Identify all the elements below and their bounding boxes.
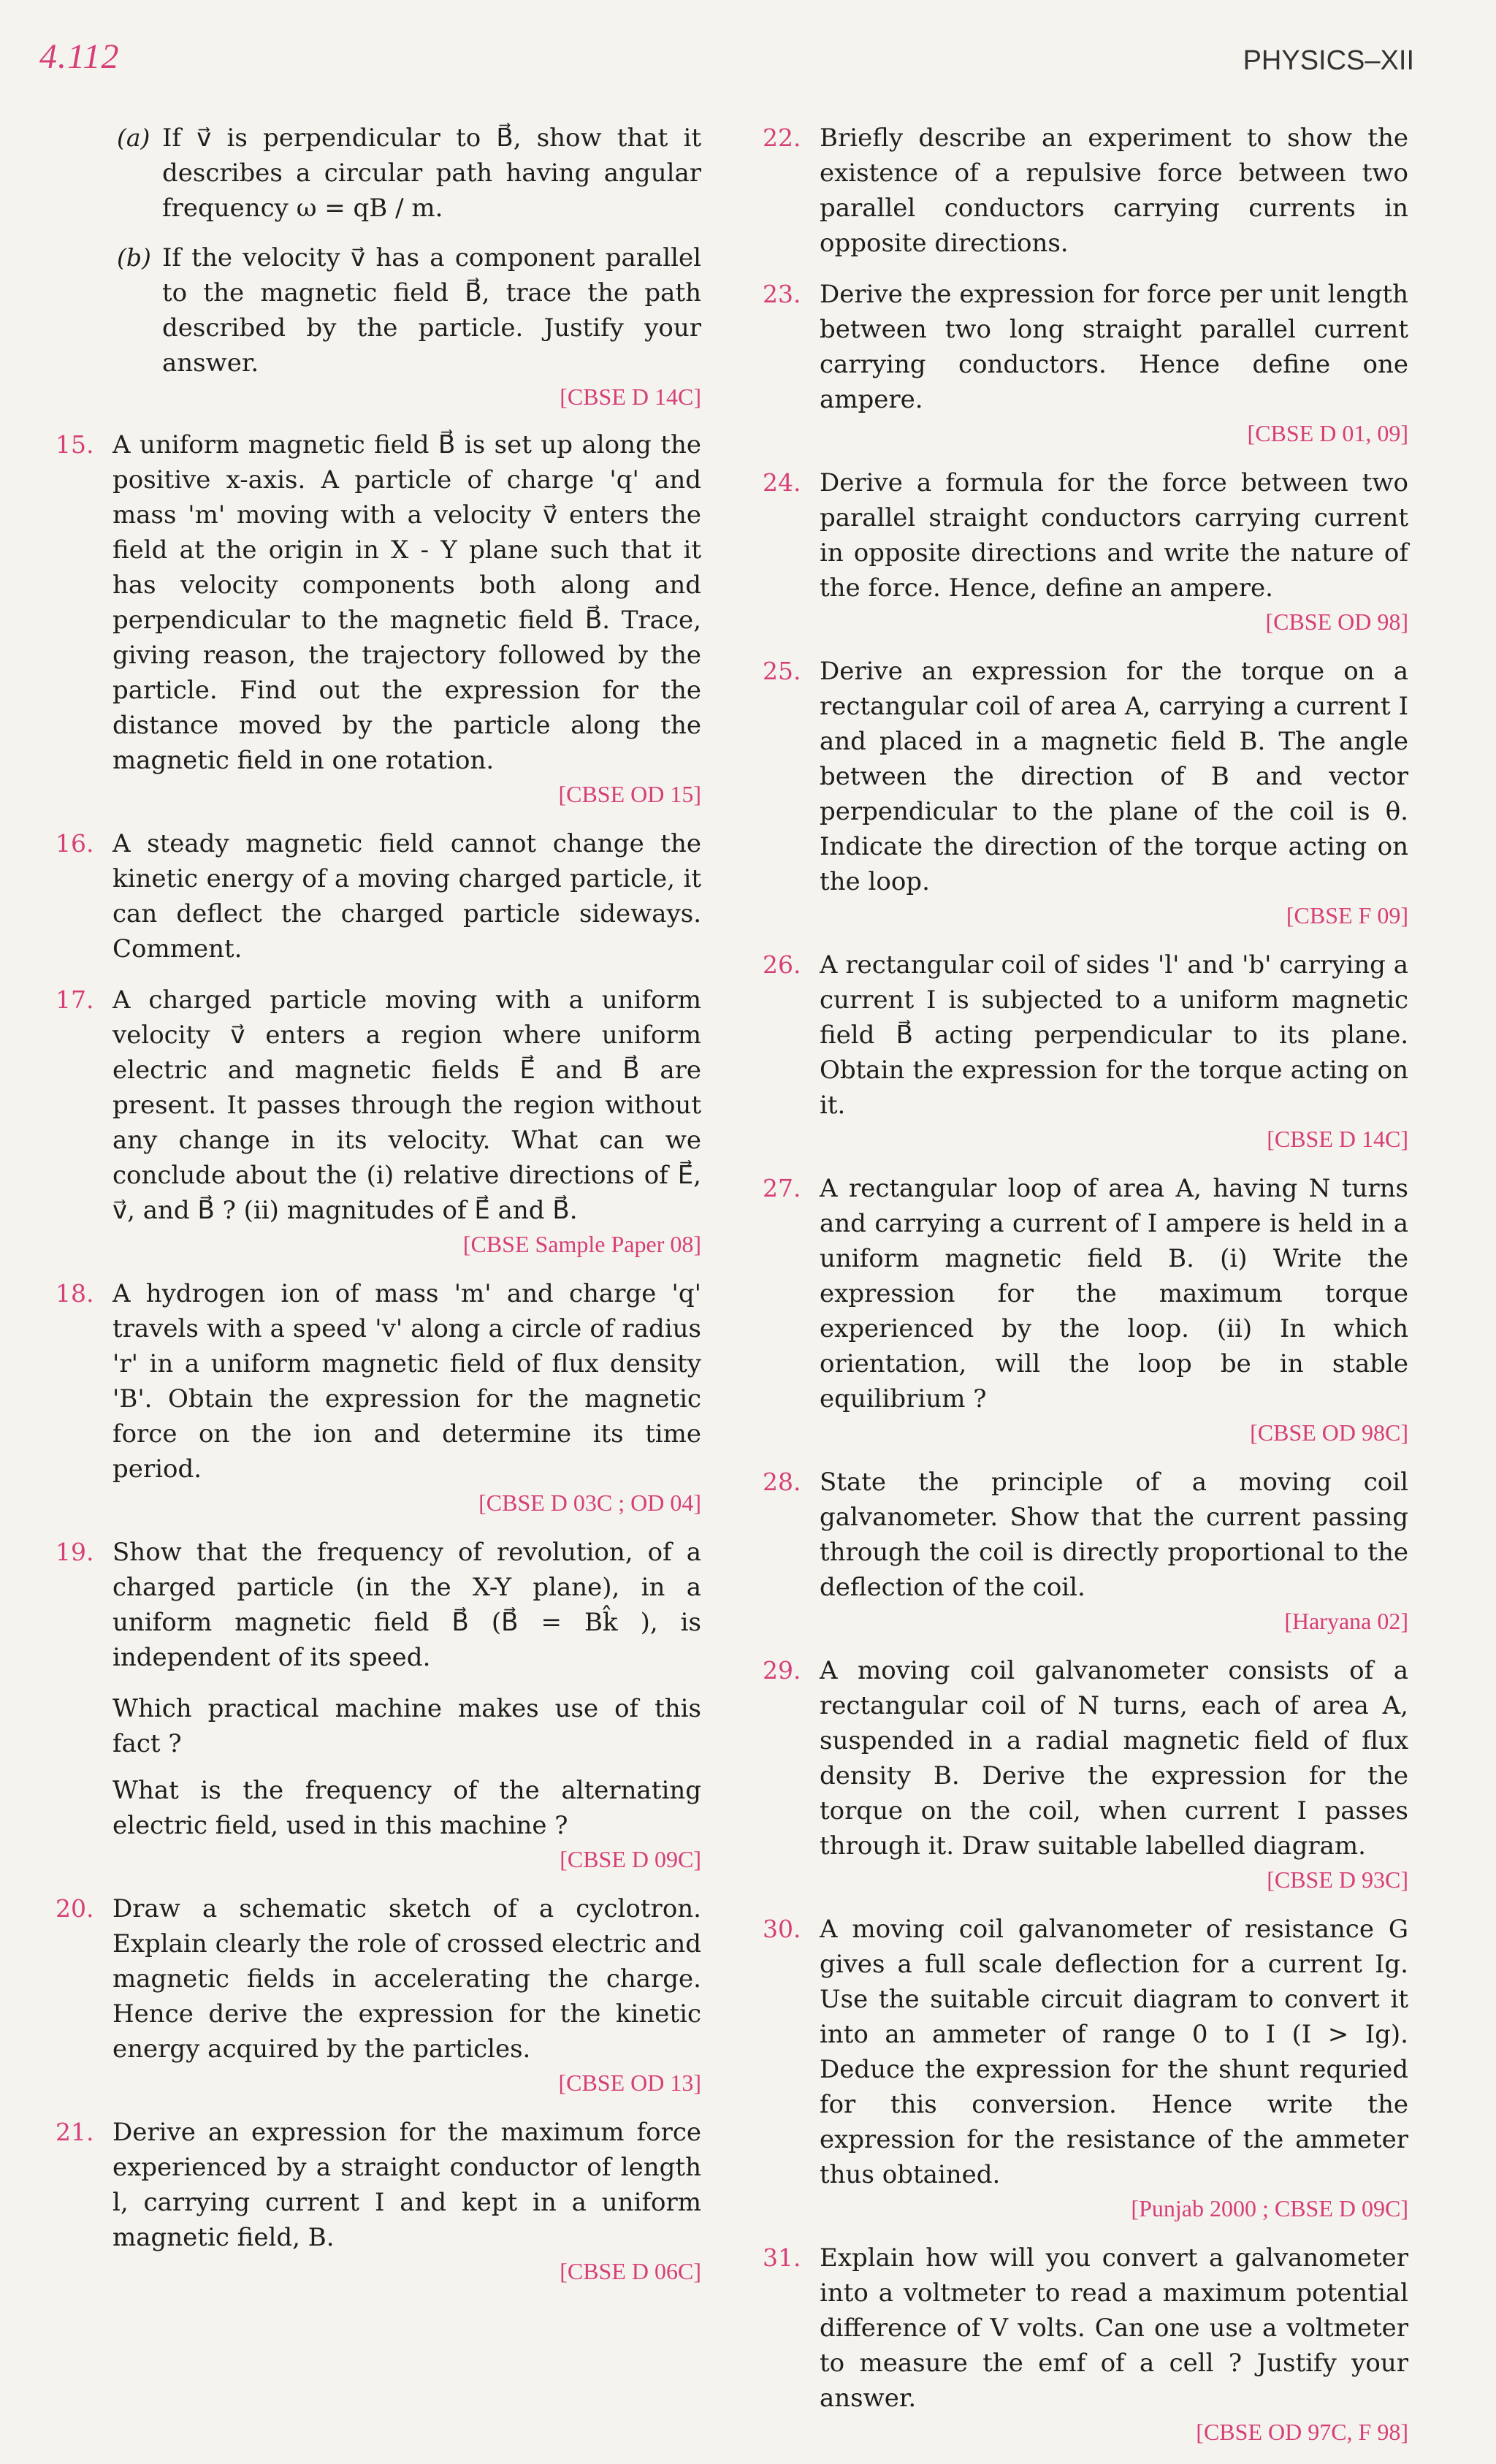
question-25	[751, 654, 1408, 931]
question-19-followup-2: What is the frequency of the alternating electric field, used in this machine ?	[112, 1776, 701, 1840]
question-number: 31.	[763, 2243, 801, 2272]
question-number: 24.	[763, 468, 801, 497]
question-22	[751, 121, 1408, 261]
left-column	[44, 121, 701, 2303]
question-number: 18.	[56, 1279, 94, 1308]
question-19-followup-1: Which practical machine makes use of this fact ?	[112, 1694, 701, 1758]
question-text: State the principle of a moving coil galvanometer. Show that the current passing through the coil is directly proportional to the deflection of the coil.	[820, 1468, 1408, 1602]
question-24	[751, 465, 1408, 638]
source-reference: [CBSE D 14C]	[1267, 1126, 1408, 1152]
source-reference: [CBSE OD 13]	[558, 2070, 701, 2096]
subquestion-text: If the velocity v⃗ has a component parallel to the magnetic field B⃗, trace the path described by the particle. Justify your answer.	[162, 243, 701, 378]
subquestion-label: (b)	[117, 243, 151, 272]
question-number: 16.	[56, 829, 94, 858]
question-number: 21.	[56, 2118, 94, 2146]
question-28	[751, 1465, 1408, 1637]
source-reference: [CBSE D 93C]	[1267, 1866, 1408, 1893]
right-column	[751, 121, 1408, 2464]
question-number: 27.	[763, 1174, 801, 1202]
source-reference: [CBSE OD 15]	[558, 781, 701, 807]
question-23	[751, 277, 1408, 449]
question-19	[44, 1535, 701, 1675]
question-text: Derive the expression for force per unit length between two long straight parallel current carrying conductors. Hence define one ampere.	[820, 280, 1408, 414]
question-text: Explain how will you convert a galvanometer into a voltmeter to read a maximum potential difference of V volts. Can one use a voltmeter to measure the emf of a cell ? Justify your answer.	[820, 2243, 1408, 2413]
source-reference: [Punjab 2000 ; CBSE D 09C]	[1131, 2195, 1408, 2221]
question-27	[751, 1171, 1408, 1449]
source-reference: [CBSE D 01, 09]	[1247, 420, 1408, 446]
source-reference: [CBSE D 03C ; OD 04]	[478, 1490, 701, 1516]
question-20	[44, 1891, 701, 2099]
question-29	[751, 1653, 1408, 1896]
question-text: Derive a formula for the force between two parallel straight conductors carrying current in opposite directions and write the nature of the force. Hence, define an ampere.	[820, 468, 1408, 603]
subquestion-a	[44, 121, 701, 226]
subquestion-label: (a)	[117, 123, 150, 152]
question-number: 17.	[56, 985, 94, 1014]
question-number: 20.	[56, 1894, 94, 1923]
question-30	[751, 1912, 1408, 2224]
source-reference: [CBSE OD 98]	[1265, 609, 1408, 635]
question-number: 29.	[763, 1656, 801, 1685]
question-number: 19.	[56, 1538, 94, 1566]
question-text: A hydrogen ion of mass 'm' and charge 'q' travels with a speed 'v' along a circle of radius 'r' in a uniform magnetic field of flux density 'B'. Obtain the expression for the magnetic force on the ion and determine its time period.	[112, 1279, 701, 1484]
question-text: A steady magnetic field cannot change the kinetic energy of a moving charged particle, it can deflect the charged particle sideways. Comment.	[112, 829, 701, 964]
question-31	[751, 2240, 1408, 2448]
question-number: 28.	[763, 1468, 801, 1496]
question-text: Derive an expression for the maximum force experienced by a straight conductor of length l, carrying current I and kept in a uniform magnetic field, B.	[112, 2118, 701, 2252]
running-header-title: PHYSICS–XII	[1243, 45, 1414, 76]
question-21	[44, 2115, 701, 2287]
question-text: Briefly describe an experiment to show the existence of a repulsive force between two parallel conductors carrying currents in opposite directions.	[820, 123, 1408, 258]
subquestion-b	[44, 240, 701, 413]
question-text: Derive an expression for the torque on a rectangular coil of area A, carrying a current I and placed in a magnetic field B. The angle between the direction of B and vector perpendicular to the plane of the coil is θ. Indicate the direction of the torque acting on the loop.	[820, 657, 1408, 896]
question-text: A rectangular coil of sides 'l' and 'b' carrying a current I is subjected to a uniform magnetic field B⃗ acting perpendicular to its plane. Obtain the expression for the torque acting on it.	[820, 950, 1408, 1120]
question-16	[44, 826, 701, 966]
question-17	[44, 983, 701, 1260]
question-number: 25.	[763, 657, 801, 685]
page-number: 4.112	[39, 37, 120, 76]
question-18	[44, 1276, 701, 1519]
source-reference: [Haryana 02]	[1284, 1608, 1408, 1634]
source-reference: [CBSE OD 97C, F 98]	[1196, 2419, 1408, 2445]
question-26	[751, 947, 1408, 1155]
source-reference: [CBSE D 14C]	[560, 384, 701, 410]
question-number: 22.	[763, 123, 801, 152]
source-reference: [CBSE OD 98C]	[1250, 1419, 1408, 1446]
question-number: 23.	[763, 280, 801, 308]
question-15	[44, 427, 701, 810]
question-text: A rectangular loop of area A, having N turns and carrying a current of I ampere is held in a uniform magnetic field B. (i) Write the expression for the maximum torque experienced by the loop. (ii) In which orientation, will the loop be in stable equilibrium ?	[820, 1174, 1408, 1414]
source-reference: [CBSE F 09]	[1286, 902, 1408, 928]
question-text: A moving coil galvanometer consists of a rectangular coil of N turns, each of area A, suspended in a radial magnetic field of flux density B. Derive the expression for the torque on the coil, when current I passes through it. Draw suitable labelled diagram.	[820, 1656, 1408, 1861]
question-text: Draw a schematic sketch of a cyclotron. Explain clearly the role of crossed electric and magnetic fields in accelerating the charge. Hence derive the expression for the kinetic energy acquired by the particles.	[112, 1894, 701, 2064]
source-reference: [CBSE D 06C]	[560, 2258, 701, 2284]
question-number: 30.	[763, 1915, 801, 1943]
source-reference: [CBSE Sample Paper 08]	[462, 1231, 701, 1257]
question-text: A moving coil galvanometer of resistance G gives a full scale deflection for a current Ig. Use the suitable circuit diagram to convert it into an ammeter of range 0 to I (I > Ig). Deduce the expression for the shunt requried for this conversion. Hence write the expression for the resistance of the ammeter thus obtained.	[820, 1915, 1408, 2189]
question-text: Show that the frequency of revolution, of a charged particle (in the X-Y plane), in a uniform magnetic field B⃗ (B⃗ = Bk̂ ), is independent of its speed.	[112, 1538, 701, 1672]
question-text: A charged particle moving with a uniform velocity v⃗ enters a region where uniform electric and magnetic fields E⃗ and B⃗ are present. It passes through the region without any change in its velocity. What can we conclude about the (i) relative directions of E⃗, v⃗, and B⃗ ? (ii) magnitudes of E⃗ and B⃗.	[112, 985, 701, 1225]
source-reference: [CBSE D 09C]	[560, 1846, 701, 1872]
subquestion-text: If v⃗ is perpendicular to B⃗, show that it describes a circular path having angular frequency ω = qB / m.	[162, 123, 701, 223]
question-number: 26.	[763, 950, 801, 979]
question-text: A uniform magnetic field B⃗ is set up along the positive x-axis. A particle of charge 'q' and mass 'm' moving with a velocity v⃗ enters the field at the origin in X - Y plane such that it has velocity components both along and perpendicular to the magnetic field B⃗. Trace, giving reason, the trajectory followed by the particle. Find out the expression for the distance moved by the particle along the magnetic field in one rotation.	[112, 430, 701, 775]
question-number: 15.	[56, 430, 94, 459]
